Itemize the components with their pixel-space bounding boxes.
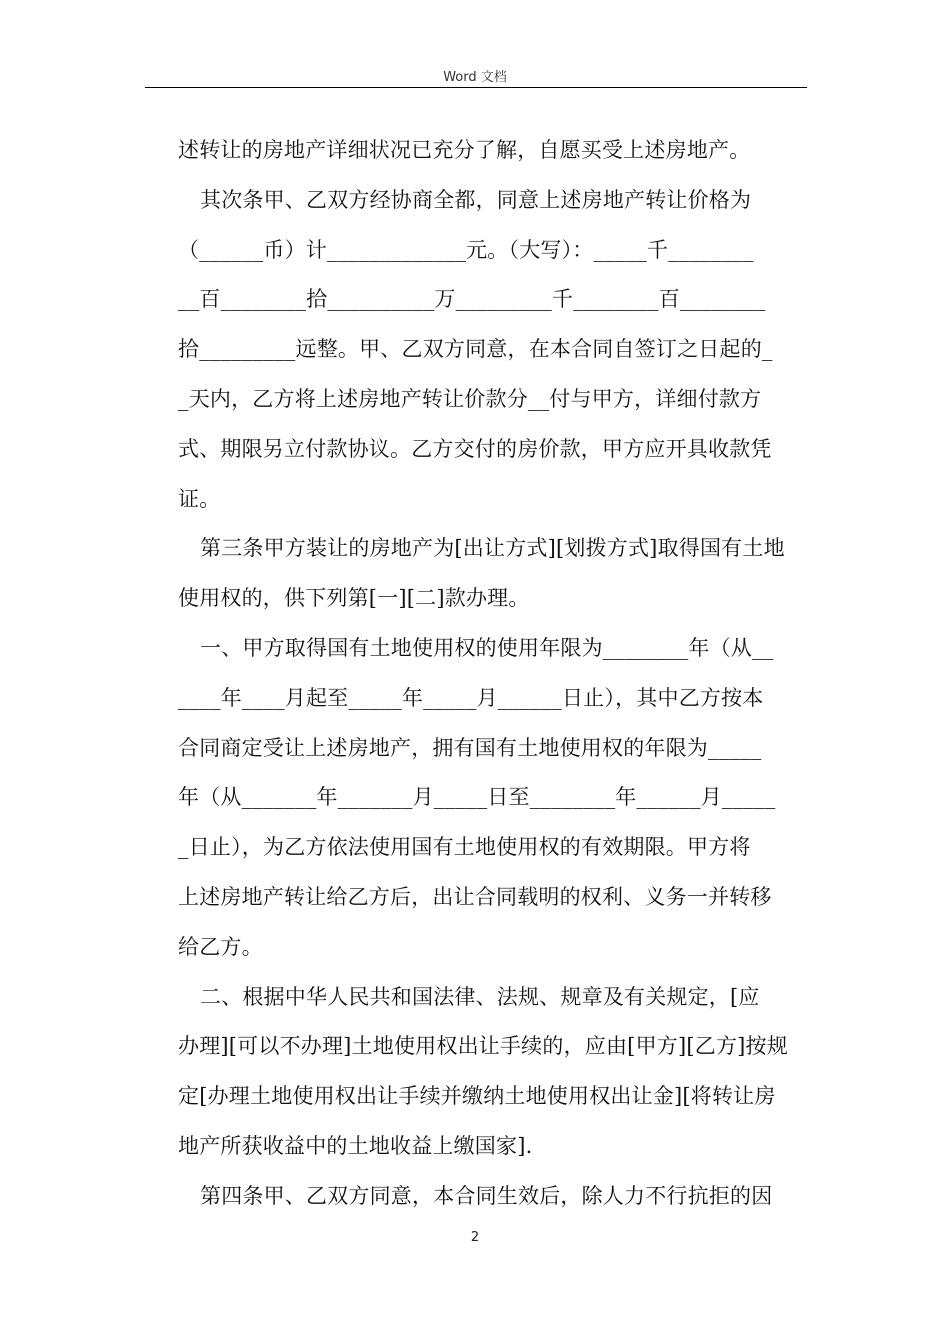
paragraph-line: 一、甲方取得国有土地使用权的使用年限为________年（从__ xyxy=(200,635,774,660)
paragraph-line: 二、根据中华人民共和国法律、法规、规章及有关规定，[应 xyxy=(200,984,760,1009)
paragraph-line: 使用权的，供下列第[一][二]款办理。 xyxy=(178,586,530,611)
document-body xyxy=(178,126,806,1222)
paragraph-line: 办理][可以不办理]土地使用权出让手续的，应由[甲方][乙方]按规 xyxy=(178,1034,788,1059)
paragraph-line: 定[办理土地使用权出让手续并缴纳土地使用权出让金][将转让房 xyxy=(178,1084,776,1109)
paragraph-line: _日止），为乙方依法使用国有土地使用权的有效期限。甲方将 xyxy=(178,835,751,860)
paragraph-line: （______币）计_____________元。（大写）：_____千________ xyxy=(178,237,754,262)
paragraph-line: ____年____月起至_____年_____月______日止），其中乙方按本 xyxy=(178,685,764,710)
paragraph-line: 第四条甲、乙双方同意，本合同生效后，除人力不行抗拒的因 xyxy=(200,1183,773,1208)
page-number: 2 xyxy=(470,1230,480,1245)
header-divider xyxy=(145,87,807,88)
page-header: Word 文档 xyxy=(443,70,507,85)
paragraph-line: _天内，乙方将上述房地产转让价款分__付与甲方，详细付款方 xyxy=(178,386,762,411)
paragraph-line: 述转让的房地产详细状况已充分了解，自愿买受上述房地产。 xyxy=(178,138,751,162)
paragraph-line: __百________拾__________万_________千________百________ xyxy=(178,287,766,312)
paragraph-line: 合同商定受让上述房地产，拥有国有土地使用权的年限为_____ xyxy=(178,735,762,760)
paragraph-line: 年（从_______年_______月_____日至________年______月_____ xyxy=(178,785,776,810)
paragraph-line: 式、期限另立付款协议。乙方交付的房价款，甲方应开具收款凭 xyxy=(178,436,772,461)
paragraph-line: 拾_________远整。甲、乙双方同意，在本合同自签订之日起的_ xyxy=(178,337,773,362)
paragraph-line: 地产所获收益中的土地收益上缴国家]. xyxy=(178,1133,533,1158)
paragraph-line: 第三条甲方装让的房地产为[出让方式][划拨方式]取得国有土地 xyxy=(200,536,785,561)
paragraph-line: 给乙方。 xyxy=(178,934,263,959)
paragraph-line: 上述房地产转让给乙方后，出让合同载明的权利、义务一并转移 xyxy=(178,884,772,909)
paragraph-line: 证。 xyxy=(178,486,221,511)
paragraph-line: 其次条甲、乙双方经协商全都，同意上述房地产转让价格为 xyxy=(200,187,752,212)
